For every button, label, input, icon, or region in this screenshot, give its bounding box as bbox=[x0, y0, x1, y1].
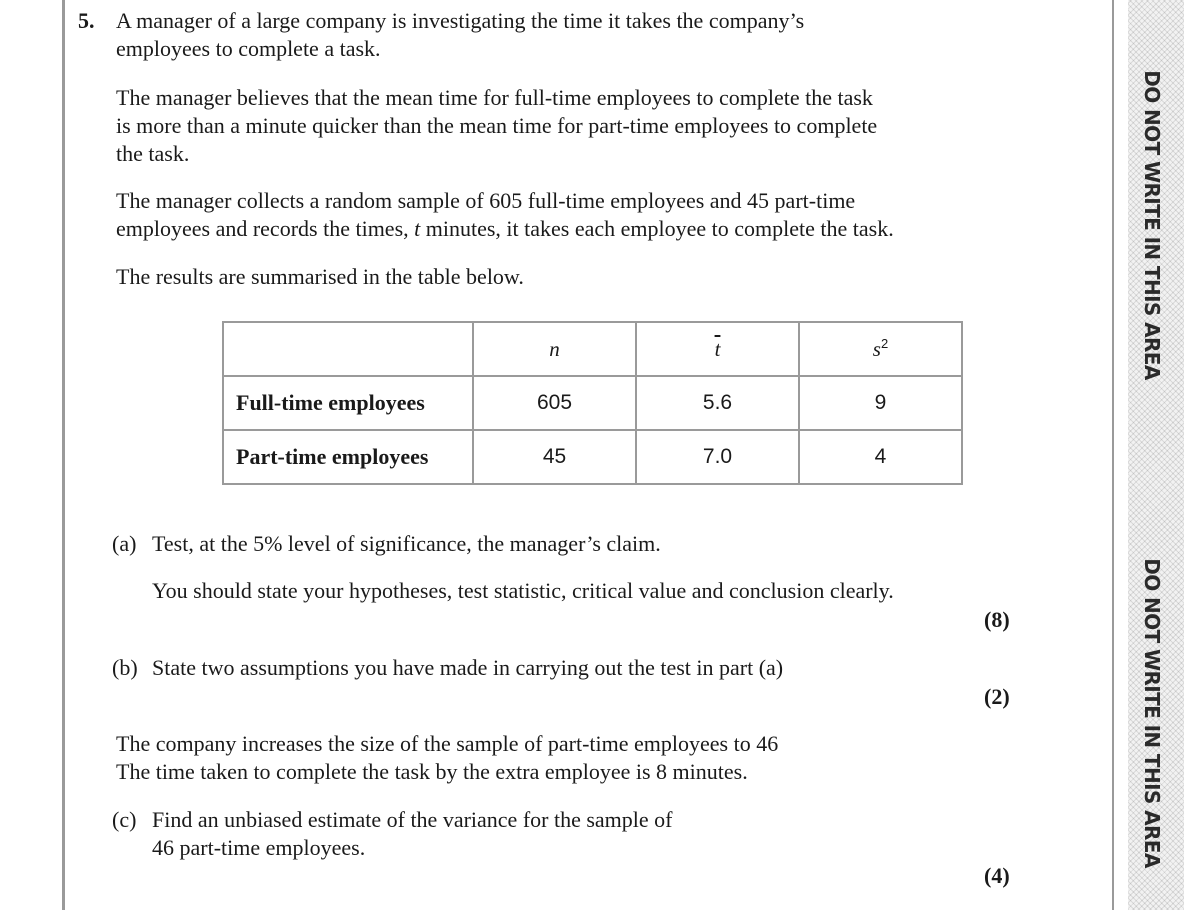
part-c-marks: (4) bbox=[984, 863, 1010, 888]
extra-line-2: The time taken to complete the task by the extra employee is 8 minutes. bbox=[116, 759, 748, 784]
cell-part-time-n: 45 bbox=[473, 430, 636, 484]
belief-line-2: is more than a minute quicker than the mean time for part-time employees to complete bbox=[116, 113, 878, 138]
header-n: n bbox=[473, 322, 636, 376]
belief-line-3: the task. bbox=[116, 141, 190, 166]
row-label-full-time: Full-time employees bbox=[223, 376, 473, 430]
table-header-row bbox=[223, 322, 962, 376]
header-empty-cell bbox=[223, 322, 473, 376]
variable-t: t bbox=[414, 216, 421, 241]
cell-full-time-mean: 5.6 bbox=[636, 376, 799, 430]
header-s-squared: $s^2$ bbox=[799, 322, 962, 376]
intro-line-1: A manager of a large company is investigating the time it takes the company’s bbox=[116, 8, 805, 33]
part-a-line-1: Test, at the 5% level of significance, the manager’s claim. bbox=[152, 531, 661, 556]
cell-full-time-variance: 9 bbox=[799, 376, 962, 430]
header-t-bar: $\overline{t}$ bbox=[636, 322, 799, 376]
part-a-marks: (8) bbox=[984, 607, 1010, 632]
row-label-part-time: Part-time employees bbox=[223, 430, 473, 484]
table-row bbox=[223, 430, 962, 484]
sample-line-1: The manager collects a random sample of 605 full-time employees and 45 part-time bbox=[116, 188, 856, 213]
summary-line: The results are summarised in the table below. bbox=[116, 264, 524, 289]
belief-line-1: The manager believes that the mean time for full-time employees to complete the task bbox=[116, 85, 873, 110]
part-b-label: (b) bbox=[112, 655, 138, 680]
table-row bbox=[223, 376, 962, 430]
part-c-label: (c) bbox=[112, 807, 137, 832]
part-b-marks: (2) bbox=[984, 684, 1010, 709]
results-table bbox=[222, 321, 963, 485]
extra-line-1: The company increases the size of the sample of part-time employees to 46 bbox=[116, 731, 779, 756]
cell-full-time-n: 605 bbox=[473, 376, 636, 430]
left-margin-rule bbox=[62, 0, 65, 910]
part-c-line-1: Find an unbiased estimate of the variance for the sample of bbox=[152, 807, 673, 832]
cell-part-time-variance: 4 bbox=[799, 430, 962, 484]
part-c-line-2: 46 part-time employees. bbox=[152, 835, 366, 860]
part-a-label: (a) bbox=[112, 531, 137, 556]
part-b-line-1: State two assumptions you have made in carrying out the test in part (a) bbox=[152, 655, 784, 680]
question-number: 5. bbox=[78, 8, 95, 33]
part-a-line-2: You should state your hypotheses, test statistic, critical value and conclusion clearly. bbox=[152, 578, 894, 603]
right-margin-rule bbox=[1112, 0, 1114, 910]
intro-line-2: employees to complete a task. bbox=[116, 36, 381, 61]
cell-part-time-mean: 7.0 bbox=[636, 430, 799, 484]
sample-line-2: employees and records the times, t minutes, it takes each employee to complete the task. bbox=[116, 216, 894, 241]
